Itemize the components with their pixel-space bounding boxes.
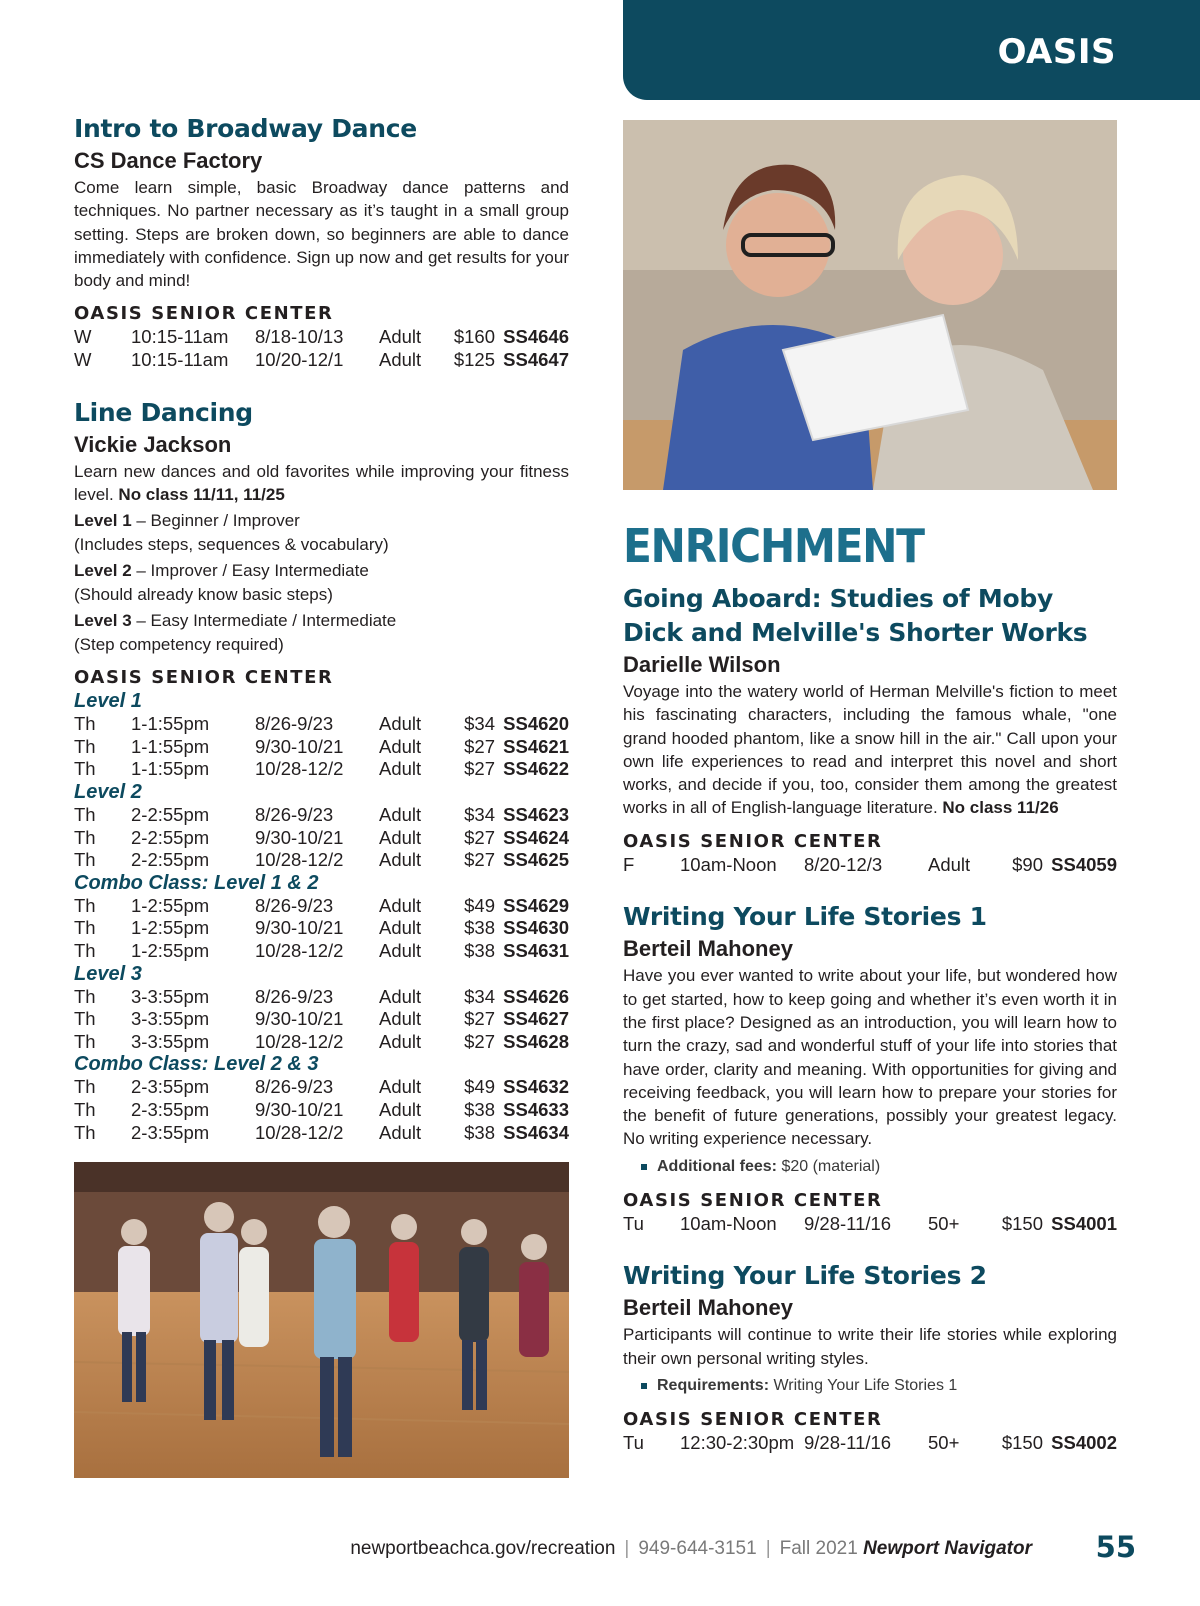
schedule-time: 1-1:55pm — [131, 758, 210, 780]
level-range: – Easy Intermediate / Intermediate — [131, 611, 397, 631]
schedule-dates: 8/18-10/13 — [255, 326, 344, 348]
schedule-age: Adult — [379, 849, 422, 871]
section-title: OASIS — [997, 32, 1116, 72]
schedule-age: Adult — [379, 985, 422, 1007]
schedule-time: 1-2:55pm — [131, 940, 210, 962]
schedule-dates: 8/26-9/23 — [255, 804, 334, 826]
course-line-dancing — [74, 396, 569, 1479]
course-code[interactable]: SS4631 — [503, 940, 569, 962]
schedule-age: Adult — [928, 853, 971, 875]
page-footer — [0, 1530, 1200, 1570]
course-code[interactable]: SS4625 — [503, 849, 569, 871]
schedule-time: 10am-Noon — [680, 853, 777, 875]
page-number: 55 — [1095, 1530, 1136, 1564]
schedule-table — [623, 1432, 1117, 1455]
schedule-time: 10:15-11am — [131, 349, 229, 371]
requirements-bullet: Requirements: Writing Your Life Stories 1 — [623, 1374, 1117, 1398]
course-code[interactable]: SS4627 — [503, 1008, 569, 1030]
schedule-age: Adult — [379, 917, 422, 939]
schedule-day: Th — [74, 826, 96, 848]
location-label: OASIS SENIOR CENTER — [623, 1408, 883, 1430]
reading-women-illustration — [623, 120, 1117, 490]
schedule-dates: 9/30-10/21 — [255, 826, 344, 848]
schedule-age: Adult — [379, 1076, 422, 1098]
level-description — [74, 559, 569, 606]
level-line — [74, 609, 569, 633]
schedule-day: Th — [74, 940, 96, 962]
course-code[interactable]: SS4647 — [503, 349, 569, 371]
location-label: OASIS SENIOR CENTER — [74, 667, 334, 689]
schedule-day: Th — [74, 917, 96, 939]
schedule-dates: 10/28-12/2 — [255, 1121, 344, 1143]
schedule-dates: 10/20-12/1 — [255, 349, 344, 371]
course-code[interactable]: SS4633 — [503, 1098, 569, 1120]
course-description: Have you ever wanted to write about your life, but wondered how to get started, how to keep going and whether it’s even worth it in the first place? Designed as an introduction, you will learn how to turn the crazy, sad and wonderful stuff of your life into stories that have order, clarity and meaning. With opportunities for giving and receiving feedback, you will learn how to prepare your stories for the benefit of future generations, possibly your greatest legacy. No writing experience necessary. — [623, 966, 1117, 1149]
schedule-fee: $38 — [464, 1098, 495, 1120]
schedule-table — [623, 854, 1117, 877]
schedule-row — [74, 1008, 569, 1031]
schedule-row — [74, 827, 569, 850]
schedule-fee: $27 — [464, 849, 495, 871]
schedule-fee: $34 — [464, 804, 495, 826]
schedule-time: 3-3:55pm — [131, 985, 210, 1007]
course-code[interactable]: SS4621 — [503, 735, 569, 757]
schedule-dates: 9/30-10/21 — [255, 1008, 344, 1030]
level-name: Level 1 — [74, 511, 132, 531]
schedule-age: Adult — [379, 804, 422, 826]
location-label: OASIS SENIOR CENTER — [74, 303, 334, 325]
schedule-table — [623, 1213, 1117, 1236]
course-moby-dick — [623, 582, 1117, 876]
schedule-time: 2-2:55pm — [131, 849, 210, 871]
dance-hall-illustration — [74, 1162, 569, 1478]
schedule-row — [74, 1122, 569, 1145]
schedule-fee: $150 — [1001, 1212, 1043, 1234]
schedule-row — [74, 849, 569, 872]
schedule-time: 2-3:55pm — [131, 1121, 210, 1143]
section-header-tab — [623, 0, 1200, 100]
schedule-row — [74, 940, 569, 963]
schedule-row — [74, 804, 569, 827]
course-title: Writing Your Life Stories 1 — [623, 902, 987, 932]
schedule-age: Adult — [379, 1098, 422, 1120]
schedule-age: Adult — [379, 940, 422, 962]
course-description: Voyage into the watery world of Herman Melville's fiction to meet his fascinating characters, including the famous whale, "one grand hooded phantom, like a snow hill in the air." Call upon your own life experiences to read and interpret this novel and short works, and decide if you, too, consider them among the greatest works in all of English-language literature. No class 11/26 — [623, 682, 1117, 818]
course-title: Going Aboard: Studies of Moby Dick and Melville's Shorter Works — [623, 584, 1088, 647]
schedule-fee: $34 — [464, 985, 495, 1007]
schedule-day: Tu — [623, 1431, 644, 1453]
schedule-dates: 10/28-12/2 — [255, 1030, 344, 1052]
line-dancing-photo — [74, 1162, 569, 1478]
footer-text — [350, 1538, 1032, 1560]
course-description: Come learn simple, basic Broadway dance patterns and techniques. No partner necessary as it’s taught in a small group setting. Steps are broken down, so beginners are able to dance immediately with confidence. Sign up now and get results for your body and mind! — [74, 178, 569, 291]
schedule-dates: 10/28-12/2 — [255, 758, 344, 780]
course-code[interactable]: SS4629 — [503, 894, 569, 916]
schedule-age: Adult — [379, 349, 422, 371]
schedule-fee: $38 — [464, 917, 495, 939]
schedule-dates: 8/20-12/3 — [804, 853, 883, 875]
schedule-dates: 8/26-9/23 — [255, 1076, 334, 1098]
schedule-table — [74, 804, 569, 872]
schedule-dates: 9/30-10/21 — [255, 917, 344, 939]
schedule-age: Adult — [379, 894, 422, 916]
schedule-row — [74, 1031, 569, 1054]
schedule-day: Th — [74, 894, 96, 916]
schedule-fee: $150 — [1001, 1431, 1043, 1453]
level-description — [74, 609, 569, 656]
schedule-groups — [74, 690, 569, 1144]
course-title: Writing Your Life Stories 2 — [623, 1261, 987, 1291]
schedule-table — [74, 326, 569, 371]
schedule-time: 2-2:55pm — [131, 826, 210, 848]
level-range: – Beginner / Improver — [131, 511, 300, 531]
schedule-day: Tu — [623, 1212, 644, 1234]
schedule-dates: 9/30-10/21 — [255, 735, 344, 757]
schedule-dates: 8/26-9/23 — [255, 713, 334, 735]
course-broadway — [74, 112, 569, 372]
schedule-age: Adult — [379, 758, 422, 780]
schedule-row — [623, 1432, 1117, 1455]
schedule-dates: 8/26-9/23 — [255, 985, 334, 1007]
schedule-time: 2-3:55pm — [131, 1098, 210, 1120]
schedule-row — [74, 349, 569, 372]
course-code[interactable]: SS4628 — [503, 1030, 569, 1052]
schedule-age: Adult — [379, 1121, 422, 1143]
schedule-fee: $49 — [464, 1076, 495, 1098]
schedule-day: Th — [74, 1098, 96, 1120]
schedule-fee: $125 — [453, 349, 495, 371]
schedule-day: Th — [74, 735, 96, 757]
course-description: Learn new dances and old favorites while improving your fitness level. No class 11/11, 11/25 — [74, 461, 569, 504]
schedule-time: 3-3:55pm — [131, 1030, 210, 1052]
level-line — [74, 559, 569, 583]
section-heading: ENRICHMENT — [623, 519, 924, 573]
no-class-note: No class 11/26 — [942, 798, 1059, 818]
course-life-stories-2 — [623, 1259, 1117, 1454]
course-code[interactable]: SS4624 — [503, 826, 569, 848]
schedule-row — [74, 986, 569, 1009]
footer-publication: Newport Navigator — [863, 1538, 1032, 1559]
course-code[interactable]: SS4626 — [503, 985, 569, 1007]
schedule-time: 1-2:55pm — [131, 894, 210, 916]
schedule-fee: $27 — [464, 826, 495, 848]
schedule-age: Adult — [379, 1008, 422, 1030]
course-code[interactable]: SS4620 — [503, 713, 569, 735]
schedule-age: Adult — [379, 713, 422, 735]
schedule-fee: $38 — [464, 940, 495, 962]
schedule-fee: $34 — [464, 713, 495, 735]
schedule-time: 1-1:55pm — [131, 713, 210, 735]
course-code[interactable]: SS4632 — [503, 1076, 569, 1098]
level-description — [74, 509, 569, 556]
location-label: OASIS SENIOR CENTER — [623, 830, 883, 852]
schedule-row — [74, 736, 569, 759]
schedule-fee: $160 — [453, 326, 495, 348]
level-note: (Should already know basic steps) — [74, 584, 333, 604]
course-description: Participants will continue to write their life stories while exploring their own personal writing styles. — [623, 1325, 1117, 1368]
schedule-age: 50+ — [928, 1431, 960, 1453]
schedule-dates: 8/26-9/23 — [255, 894, 334, 916]
schedule-day: Th — [74, 1008, 96, 1030]
schedule-day: F — [623, 853, 635, 875]
footer-season: Fall 2021 — [779, 1538, 864, 1559]
schedule-row — [74, 713, 569, 736]
schedule-row — [74, 326, 569, 349]
schedule-time: 1-2:55pm — [131, 917, 210, 939]
schedule-dates: 9/30-10/21 — [255, 1098, 344, 1120]
level-line — [74, 509, 569, 533]
schedule-day: Th — [74, 1076, 96, 1098]
schedule-time: 2-2:55pm — [131, 804, 210, 826]
course-code[interactable]: SS4622 — [503, 758, 569, 780]
schedule-day: Th — [74, 713, 96, 735]
schedule-day: W — [74, 349, 92, 371]
schedule-fee: $27 — [464, 758, 495, 780]
schedule-age: 50+ — [928, 1212, 960, 1234]
schedule-row — [74, 895, 569, 918]
course-code[interactable]: SS4646 — [503, 326, 569, 348]
left-column — [74, 112, 569, 1502]
schedule-fee: $90 — [1012, 853, 1043, 875]
course-code[interactable]: SS4630 — [503, 917, 569, 939]
schedule-age: Adult — [379, 1030, 422, 1052]
schedule-fee: $27 — [464, 1030, 495, 1052]
right-column — [623, 120, 1117, 1479]
schedule-age: Adult — [379, 826, 422, 848]
schedule-day: Th — [74, 804, 96, 826]
schedule-fee: $27 — [464, 735, 495, 757]
schedule-row — [74, 917, 569, 940]
footer-url[interactable]: newportbeachca.gov/recreation — [350, 1538, 616, 1559]
schedule-subheading: Combo Class: Level 2 & 3 — [74, 1053, 319, 1076]
schedule-fee: $38 — [464, 1121, 495, 1143]
schedule-day: Th — [74, 985, 96, 1007]
course-life-stories-1 — [623, 900, 1117, 1235]
schedule-row — [74, 1076, 569, 1099]
course-title: Intro to Broadway Dance — [74, 114, 417, 143]
course-title: Line Dancing — [74, 397, 253, 427]
schedule-day: W — [74, 326, 92, 348]
level-range: – Improver / Easy Intermediate — [131, 561, 369, 581]
schedule-subheading: Level 2 — [74, 781, 142, 804]
course-instructor: Berteil Mahoney — [623, 936, 793, 962]
course-code[interactable]: SS4001 — [1051, 1212, 1117, 1234]
schedule-dates: 10/28-12/2 — [255, 940, 344, 962]
level-note: (Includes steps, sequences & vocabulary) — [74, 534, 389, 554]
enrichment-photo — [623, 120, 1117, 490]
footer-separator: | — [765, 1538, 771, 1559]
schedule-row — [623, 854, 1117, 877]
schedule-age: Adult — [379, 735, 422, 757]
schedule-row — [74, 758, 569, 781]
schedule-table — [74, 895, 569, 963]
course-instructor: Vickie Jackson — [74, 431, 232, 457]
schedule-fee: $27 — [464, 1008, 495, 1030]
location-label: OASIS SENIOR CENTER — [623, 1189, 883, 1211]
schedule-row — [74, 1099, 569, 1122]
schedule-time: 10:15-11am — [131, 326, 229, 348]
bullet-square-icon — [641, 1164, 647, 1170]
level-descriptions — [74, 509, 569, 656]
schedule-table — [74, 713, 569, 781]
course-instructor: Darielle Wilson — [623, 652, 781, 677]
schedule-dates: 9/28-11/16 — [804, 1212, 892, 1234]
schedule-subheading: Level 3 — [74, 962, 142, 985]
course-code[interactable]: SS4002 — [1051, 1431, 1117, 1453]
course-instructor: CS Dance Factory — [74, 148, 263, 173]
fee-bullet: Additional fees: $20 (material) — [623, 1155, 1117, 1179]
schedule-time: 12:30-2:30pm — [680, 1431, 795, 1453]
footer-phone: 949-644-3151 — [638, 1538, 757, 1559]
schedule-fee: $49 — [464, 894, 495, 916]
schedule-day: Th — [74, 758, 96, 780]
schedule-age: Adult — [379, 326, 422, 348]
schedule-table — [74, 986, 569, 1054]
schedule-row — [623, 1213, 1117, 1236]
course-code[interactable]: SS4623 — [503, 804, 569, 826]
schedule-day: Th — [74, 1121, 96, 1143]
course-code[interactable]: SS4634 — [503, 1121, 569, 1143]
no-class-note: No class 11/11, 11/25 — [118, 484, 285, 504]
bullet-square-icon — [641, 1383, 647, 1389]
level-name: Level 3 — [74, 611, 132, 631]
schedule-day: Th — [74, 849, 96, 871]
schedule-dates: 10/28-12/2 — [255, 849, 344, 871]
schedule-table — [74, 1076, 569, 1144]
schedule-time: 2-3:55pm — [131, 1076, 210, 1098]
footer-separator: | — [624, 1538, 630, 1559]
schedule-time: 3-3:55pm — [131, 1008, 210, 1030]
level-note: (Step competency required) — [74, 634, 284, 654]
schedule-time: 1-1:55pm — [131, 735, 210, 757]
schedule-subheading: Level 1 — [74, 690, 142, 713]
level-name: Level 2 — [74, 561, 132, 581]
schedule-subheading: Combo Class: Level 1 & 2 — [74, 871, 319, 894]
schedule-dates: 9/28-11/16 — [804, 1431, 892, 1453]
schedule-time: 10am-Noon — [680, 1212, 777, 1234]
schedule-day: Th — [74, 1030, 96, 1052]
course-code[interactable]: SS4059 — [1051, 853, 1117, 875]
course-instructor: Berteil Mahoney — [623, 1295, 793, 1321]
